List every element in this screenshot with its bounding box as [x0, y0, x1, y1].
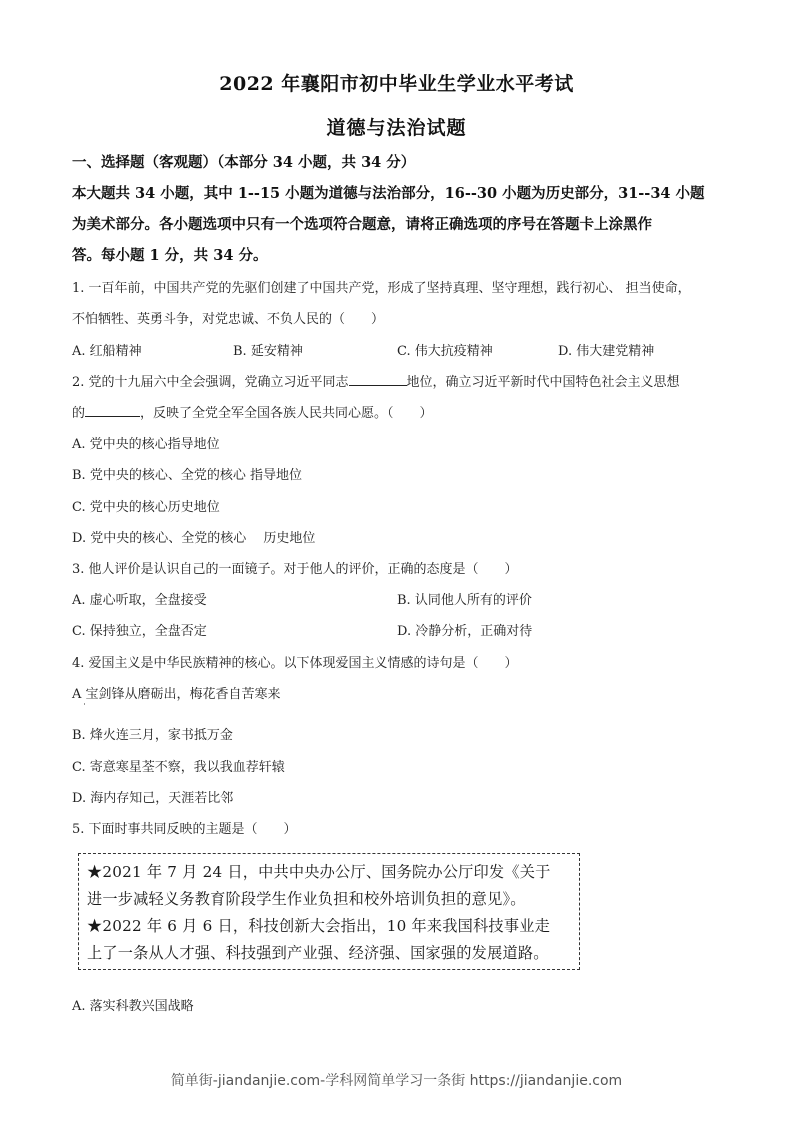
- question-2-option-d: D. 党中央的核心、全党的核心 历史地位: [72, 531, 316, 546]
- question-3-option-c: C. 保持独立，全盘否定: [72, 624, 207, 639]
- exam-subtitle: 道德与法治试题: [326, 117, 467, 139]
- question-2-line-2: [72, 402, 433, 421]
- question-2-text-pre: 2. 党的十九届六中全会强调，党确立习近平同志: [72, 375, 349, 390]
- stray-mark: [84, 703, 85, 705]
- question-1-option-b: B. 延安精神: [233, 344, 303, 359]
- exam-title: 2022 年襄阳市初中毕业生学业水平考试: [219, 73, 574, 95]
- question-2-text-pre-2: 的: [72, 406, 86, 421]
- question-1-option-c: C. 伟大抗疫精神: [397, 344, 493, 359]
- question-3-option-a: A. 虚心听取，全盘接受: [72, 593, 207, 608]
- question-2-option-a: A. 党中央的核心指导地位: [72, 437, 220, 452]
- question-3-line-1: 3. 他人评价是认识自己的一面镜子。对于他人的评价，正确的态度是（ ）: [72, 562, 518, 577]
- question-2-text-post-2: ，反映了全党全军全国各族人民共同心愿。（ ）: [140, 406, 433, 421]
- question-5-line-1: 5. 下面时事共同反映的主题是（ ）: [72, 822, 297, 837]
- question-3-option-b: B. 认同他人所有的评价: [397, 593, 532, 608]
- question-1-option-a: A. 红船精神: [72, 344, 142, 359]
- material-line-3: ★2022 年 6 月 6 日，科技创新大会指出，10 年来我国科技事业走: [87, 917, 550, 935]
- question-3-option-d: D. 冷静分析，正确对待: [397, 624, 533, 639]
- instructions-line-3: 答。每小题 1 分，共 34 分。: [72, 247, 268, 264]
- fill-blank-2: [85, 404, 140, 417]
- fill-blank-1: [349, 373, 407, 386]
- question-2-text-post: 地位，确立习近平新时代中国特色社会主义思想: [406, 375, 680, 390]
- instructions-line-1: 本大题共 34 小题，其中 1--15 小题为道德与法治部分，16--30 小题为历史部分，31--34 小题: [72, 185, 705, 202]
- question-2-line-1: [72, 371, 680, 390]
- material-line-1: ★2021 年 7 月 24 日，中共中央办公厅、国务院办公厅印发《关于: [87, 863, 551, 881]
- material-line-4: 上了一条从人才强、科技强到产业强、经济强、国家强的发展道路。: [87, 944, 549, 962]
- question-1-option-d: D. 伟大建党精神: [558, 344, 655, 359]
- question-2-option-b: B. 党中央的核心、全党的核心 指导地位: [72, 468, 302, 483]
- question-4-line-1: 4. 爱国主义是中华民族精神的核心。以下体现爱国主义情感的诗句是（ ）: [72, 656, 518, 671]
- question-4-option-d: D. 海内存知己，天涯若比邻: [72, 791, 234, 806]
- question-4-option-c: C. 寄意寒星荃不察，我以我血荐轩辕: [72, 760, 285, 775]
- instructions-line-2: 为美术部分。各小题选项中只有一个选项符合题意，请将正确选项的序号在答题卡上涂黑作: [72, 216, 652, 233]
- question-1-line-2: 不怕牺牲、英勇斗争，对党忠诚、不负人民的（ ）: [72, 312, 385, 327]
- question-4-option-a: A 宝剑锋从磨砺出，梅花香自苦寒来: [72, 687, 281, 702]
- section-heading: 一、选择题（客观题）（本部分 34 小题，共 34 分）: [72, 154, 416, 171]
- question-4-option-b: B. 烽火连三月，家书抵万金: [72, 728, 233, 743]
- material-box: [78, 853, 580, 970]
- question-1-line-1: 1. 一百年前，中国共产党的先驱们创建了中国共产党，形成了坚持真理、坚守理想，践行初心、 担当使命，: [72, 281, 691, 296]
- watermark-footer: 简单街-jiandanjie.com-学科网简单学习一条街 https://jiandanjie.com: [170, 1073, 623, 1089]
- question-5-option-a: A. 落实科教兴国战略: [72, 999, 194, 1014]
- material-line-2: 进一步减轻义务教育阶段学生作业负担和校外培训负担的意见》。: [87, 890, 526, 908]
- question-2-option-c: C. 党中央的核心历史地位: [72, 500, 220, 515]
